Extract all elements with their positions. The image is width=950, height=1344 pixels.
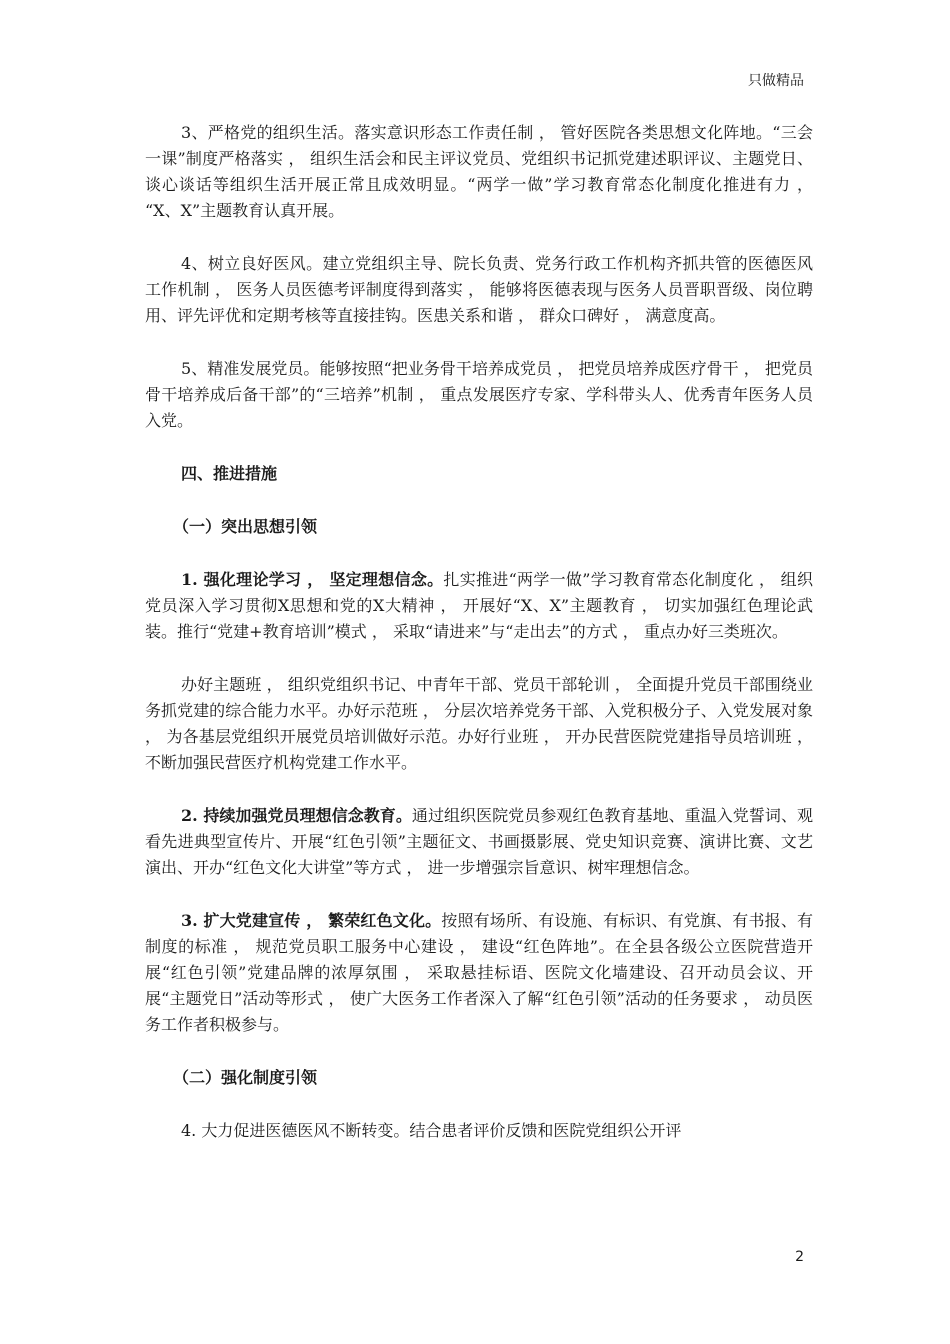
classes-paragraph: 办好主题班 ， 组织党组织书记、中青年干部、党员干部轮训 ， 全面提升党员干部围绕业务抓党建的综合能力水平。办好示范班 ， 分层次培养党务干部、入党积极分子、入党发展对象 ， 为各基层党组织开展党员培训做好示范。办好行业班 ， 开办民营医院党建指导员培训班 ， 不断加强民营医疗机构党建工作水平。 [145, 675, 813, 772]
item-2-body: 通过组织医院党员参观红色教育基地、重温入党誓词、观看先进典型宣传片、开展“红色引领”主题征文、书画摄影展、党史知识竞赛、演讲比赛、文艺演出、开办“红色文化大讲堂”等方式 ， 进一步增强宗旨意识、树牢理想信念。 [145, 806, 813, 877]
subheading-1: （一）突出思想引领 [173, 517, 318, 536]
item-3-title: 3. 扩大党建宣传 ， 繁荣红色文化。 [181, 911, 442, 930]
item-2-title: 2. 持续加强党员理想信念教育。 [181, 806, 412, 825]
item-3-body: 按照有场所、有设施、有标识、有党旗、有书报、有制度的标准 ， 规范党员职工服务中心建设 ， 建设“红色阵地”。在全县各级公立医院营造开展“红色引领”党建品牌的浓厚氛围 ， 采取悬挂标语、医院文化墙建设、召开动员会议、开展“主题党日”活动等形式 ， 使广大医务工作者深入了解“红色引领”活动的任务要求 ， 动员医务工作者积极参与。 [145, 911, 813, 1034]
paragraph-4: 4、树立良好医风。建立党组织主导、院长负责、党务行政工作机构齐抓共管的医德医风工作机制 ， 医务人员医德考评制度得到落实 ， 能够将医德表现与医务人员晋职晋级、岗位聘用、评先评优和定期考核等直接挂钩。医患关系和谐 ， 群众口碑好 ， 满意度高。 [145, 254, 813, 325]
document-body [145, 120, 813, 1171]
paragraph-3: 3、严格党的组织生活。落实意识形态工作责任制 ， 管好医院各类思想文化阵地。“三会一课”制度严格落实 ， 组织生活会和民主评议党员、党组织书记抓党建述职评议、主题党日、谈心谈话等组织生活开展正常且成效明显。“两学一做”学习教育常态化制度化推进有力 ， “X、X”主题教育认真开展。 [145, 123, 813, 220]
paragraph-5: 5、精准发展党员。能够按照“把业务骨干培养成党员 ， 把党员培养成医疗骨干 ， 把党员骨干培养成后备干部”的“三培养”机制 ， 重点发展医疗专家、学科带头人、优秀青年医务人员入党。 [145, 359, 813, 430]
item-1 [145, 567, 813, 645]
item-4: 4. 大力促进医德医风不断转变。结合患者评价反馈和医院党组织公开评 [181, 1121, 682, 1140]
item-3 [145, 908, 813, 1038]
item-2 [145, 803, 813, 881]
item-1-title: 1. 强化理论学习 ， 坚定理想信念。 [181, 570, 444, 589]
section-heading: 四、推进措施 [181, 464, 278, 483]
subheading-2: （二）强化制度引领 [173, 1068, 318, 1087]
item-1-body: 扎实推进“两学一做”学习教育常态化制度化 ， 组织党员深入学习贯彻X思想和党的X大精神 ， 开展好“X、X”主题教育 ， 切实加强红色理论武装。推行“党建+教育培训”模式 ， 采取“请进来”与“走出去”的方式 ， 重点办好三类班次。 [145, 570, 813, 641]
page-number: 2 [795, 1249, 804, 1265]
page-header: 只做精品 [748, 73, 804, 89]
